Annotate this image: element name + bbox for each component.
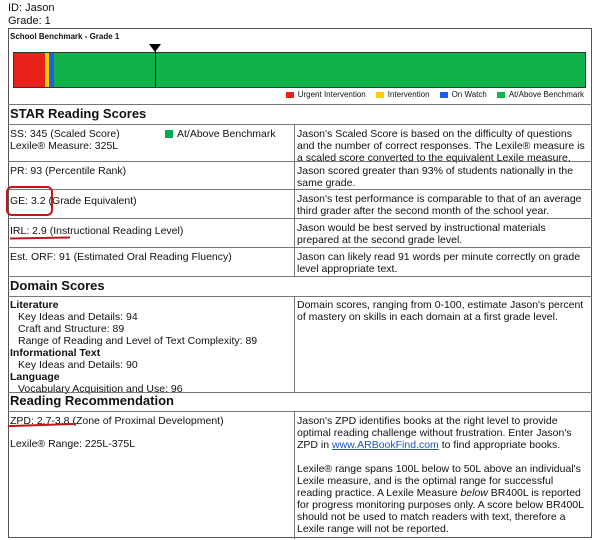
lexile-measure: Lexile® Measure: 325L [10, 140, 119, 152]
ss-row [8, 124, 592, 164]
ge-score: GE: 3.2 [10, 195, 46, 207]
legend-label: Urgent Intervention [297, 90, 366, 99]
benchmark-status: At/Above Benchmark [165, 128, 276, 140]
domain-craft-structure: Craft and Structure: 89 [18, 323, 125, 335]
benchmark-segment-3 [54, 53, 585, 87]
rec-row [8, 411, 592, 538]
ge-description: Jason's test performance is comparable to that of an average third grader after the second month of the school year. [297, 193, 582, 217]
domain-range-reading: Range of Reading and Level of Text Complexity: 89 [18, 335, 258, 347]
pr-row [8, 161, 592, 189]
star-heading-row [8, 104, 592, 124]
domain-key-ideas-info: Key Ideas and Details: 90 [18, 359, 138, 371]
pr-description: Jason scored greater than 93% of students nationally in the same grade. [297, 165, 574, 189]
domain-key-ideas-lit: Key Ideas and Details: 94 [18, 311, 138, 323]
student-id: ID: Jason [8, 2, 55, 14]
ss-score: SS: 345 (Scaled Score) [10, 128, 120, 140]
domain-language: Language [10, 371, 60, 383]
legend-label: Intervention [387, 90, 430, 99]
legend-item-1 [376, 90, 430, 99]
benchmark-title: School Benchmark - Grade 1 [10, 32, 120, 41]
legend-swatch-icon [286, 92, 294, 98]
orf-description: Jason can likely read 91 words per minute correctly on grade level appropriate text. [297, 251, 581, 275]
domain-heading-row [8, 276, 592, 296]
orf-score: Est. ORF: 91 (Estimated Oral Reading Fluency) [10, 251, 232, 263]
legend-label: At/Above Benchmark [508, 90, 584, 99]
benchmark-bar [13, 52, 586, 88]
legend-item-2 [440, 90, 487, 99]
score-marker-line [155, 46, 156, 88]
irl-row [8, 218, 592, 247]
student-grade: Grade: 1 [8, 15, 51, 27]
zpd-score: ZPD: 2.7-3.8 [10, 415, 70, 427]
lexile-range: Lexile® Range: 225L-375L [10, 438, 136, 450]
domain-vocabulary: Vocabulary Acquisition and Use: 96 [18, 383, 183, 395]
legend-swatch-icon [497, 92, 505, 98]
ss-description: Jason's Scaled Score is based on the difficulty of questions and the number of correct responses. The Lexile® measure is a scaled score converted to the equivalent Lexile measure. [297, 128, 585, 164]
irl-label: (Instructional Reading Level) [46, 225, 184, 237]
domain-heading: Domain Scores [10, 278, 105, 293]
legend-item-0 [286, 90, 366, 99]
benchmark-segment-0 [14, 53, 45, 87]
domain-row [8, 296, 592, 395]
domain-description: Domain scores, ranging from 0-100, estimate Jason's percent of mastery on skills in each domain at a first grade level. [297, 299, 584, 323]
ge-row [8, 189, 592, 218]
domain-informational: Informational Text [10, 347, 101, 359]
irl-score: IRL: 2.9 [10, 225, 47, 237]
ge-label: (Grade Equivalent) [45, 195, 137, 207]
zpd-label: (Zone of Proximal Development) [69, 415, 224, 427]
rec-heading-row [8, 392, 592, 411]
lexile-range-description: Lexile® range spans 100L below to 50L above an individual's Lexile measure, and is the optimal range for successful reading practice. A Lexile Measure below BR400L is reported for progress monitoring purposes only. A score below BR400L should not be used to match readers with text, therefore a Lexile range will not be reported. [297, 463, 584, 535]
zpd-description: Jason's ZPD identifies books at the right level to provide optimal reading challenge without frustration. Enter Jason's ZPD in www.ARBookFind.com to find appropriate books. [297, 415, 572, 451]
ge-red-circle-annotation [6, 186, 53, 216]
legend-label: On Watch [451, 90, 487, 99]
domain-literature: Literature [10, 299, 59, 311]
benchmark-legend [286, 90, 584, 99]
irl-description: Jason would be best served by instructional materials prepared at the second grade level. [297, 222, 546, 246]
star-heading: STAR Reading Scores [10, 106, 147, 121]
score-marker-triangle-icon [149, 44, 161, 52]
legend-swatch-icon [376, 92, 384, 98]
orf-row [8, 247, 592, 276]
legend-swatch-icon [440, 92, 448, 98]
green-square-icon [165, 130, 173, 138]
arbookfind-link[interactable]: www.ARBookFind.com [332, 439, 439, 451]
pr-score: PR: 93 (Percentile Rank) [10, 165, 127, 177]
legend-item-3 [497, 90, 584, 99]
rec-heading: Reading Recommendation [10, 393, 174, 408]
